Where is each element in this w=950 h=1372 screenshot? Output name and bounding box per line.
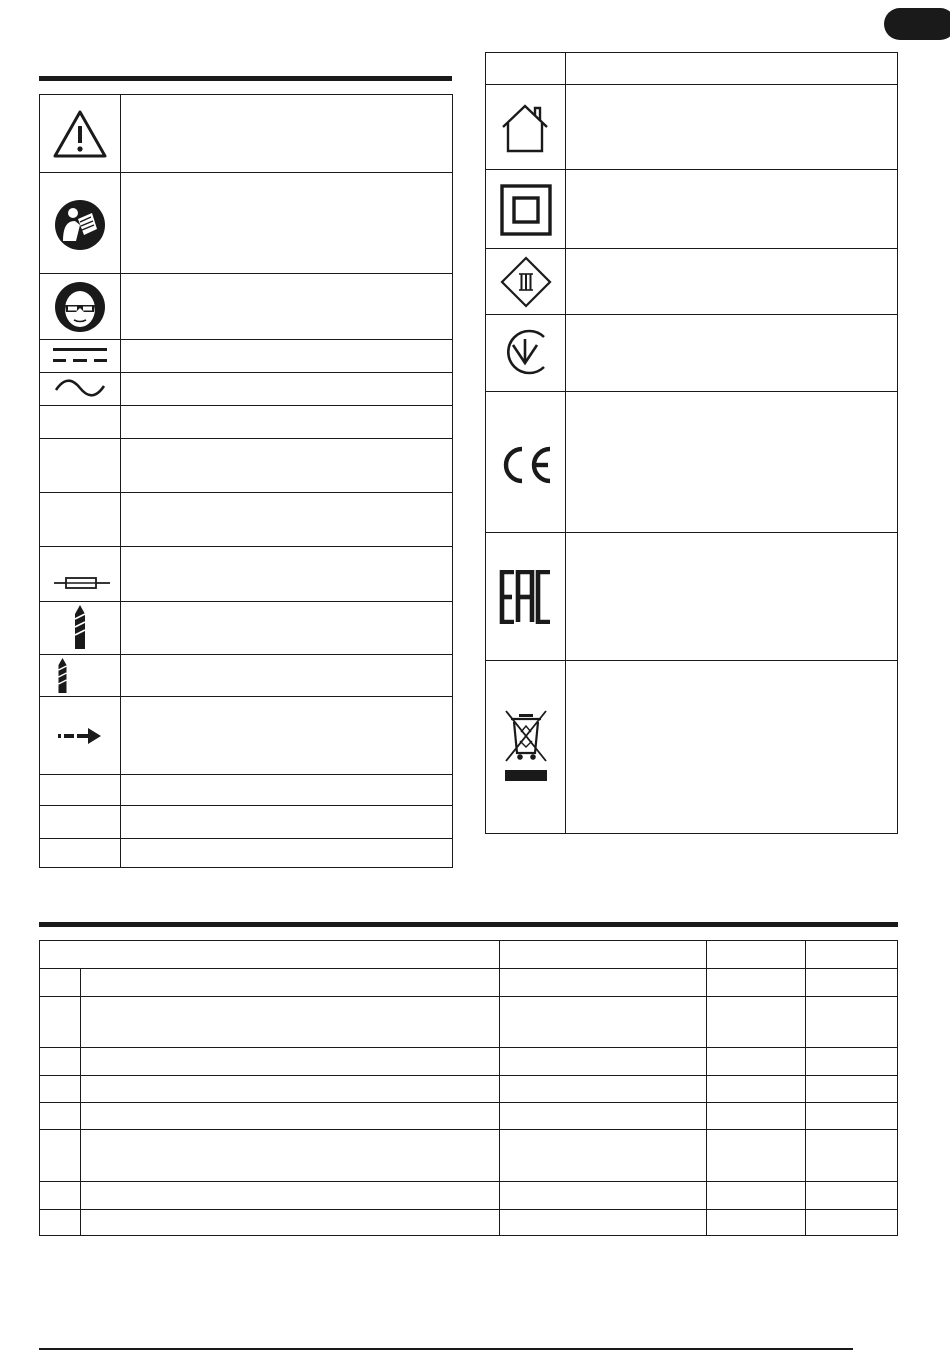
ce-mark-icon	[498, 445, 554, 485]
language-tab	[884, 8, 950, 40]
drill-bit-small-icon	[58, 658, 67, 693]
footer-rule	[39, 1348, 853, 1350]
section-rule-symbols	[39, 76, 452, 81]
read-manual-icon	[54, 199, 106, 251]
symbols-table-right	[485, 52, 898, 834]
section-rule-specs	[39, 922, 898, 927]
eac-mark-icon	[499, 570, 553, 624]
alternating-current-icon	[54, 378, 106, 398]
fuse-icon	[54, 576, 110, 590]
symbols-table-left	[39, 94, 453, 868]
forward-direction-arrow-icon	[58, 726, 102, 746]
warning-triangle-icon	[52, 109, 108, 159]
direct-current-icon	[53, 345, 107, 365]
specs-table	[39, 940, 898, 1236]
eye-protection-icon	[54, 281, 106, 333]
drill-bit-large-icon	[74, 605, 86, 649]
class-iii-diamond-icon	[500, 256, 552, 308]
indoor-use-house-icon	[499, 103, 551, 153]
ukrainian-conformity-mark-icon	[500, 325, 550, 379]
double-insulation-class-ii-icon	[500, 184, 552, 236]
weee-crossed-bin-icon	[500, 709, 552, 785]
